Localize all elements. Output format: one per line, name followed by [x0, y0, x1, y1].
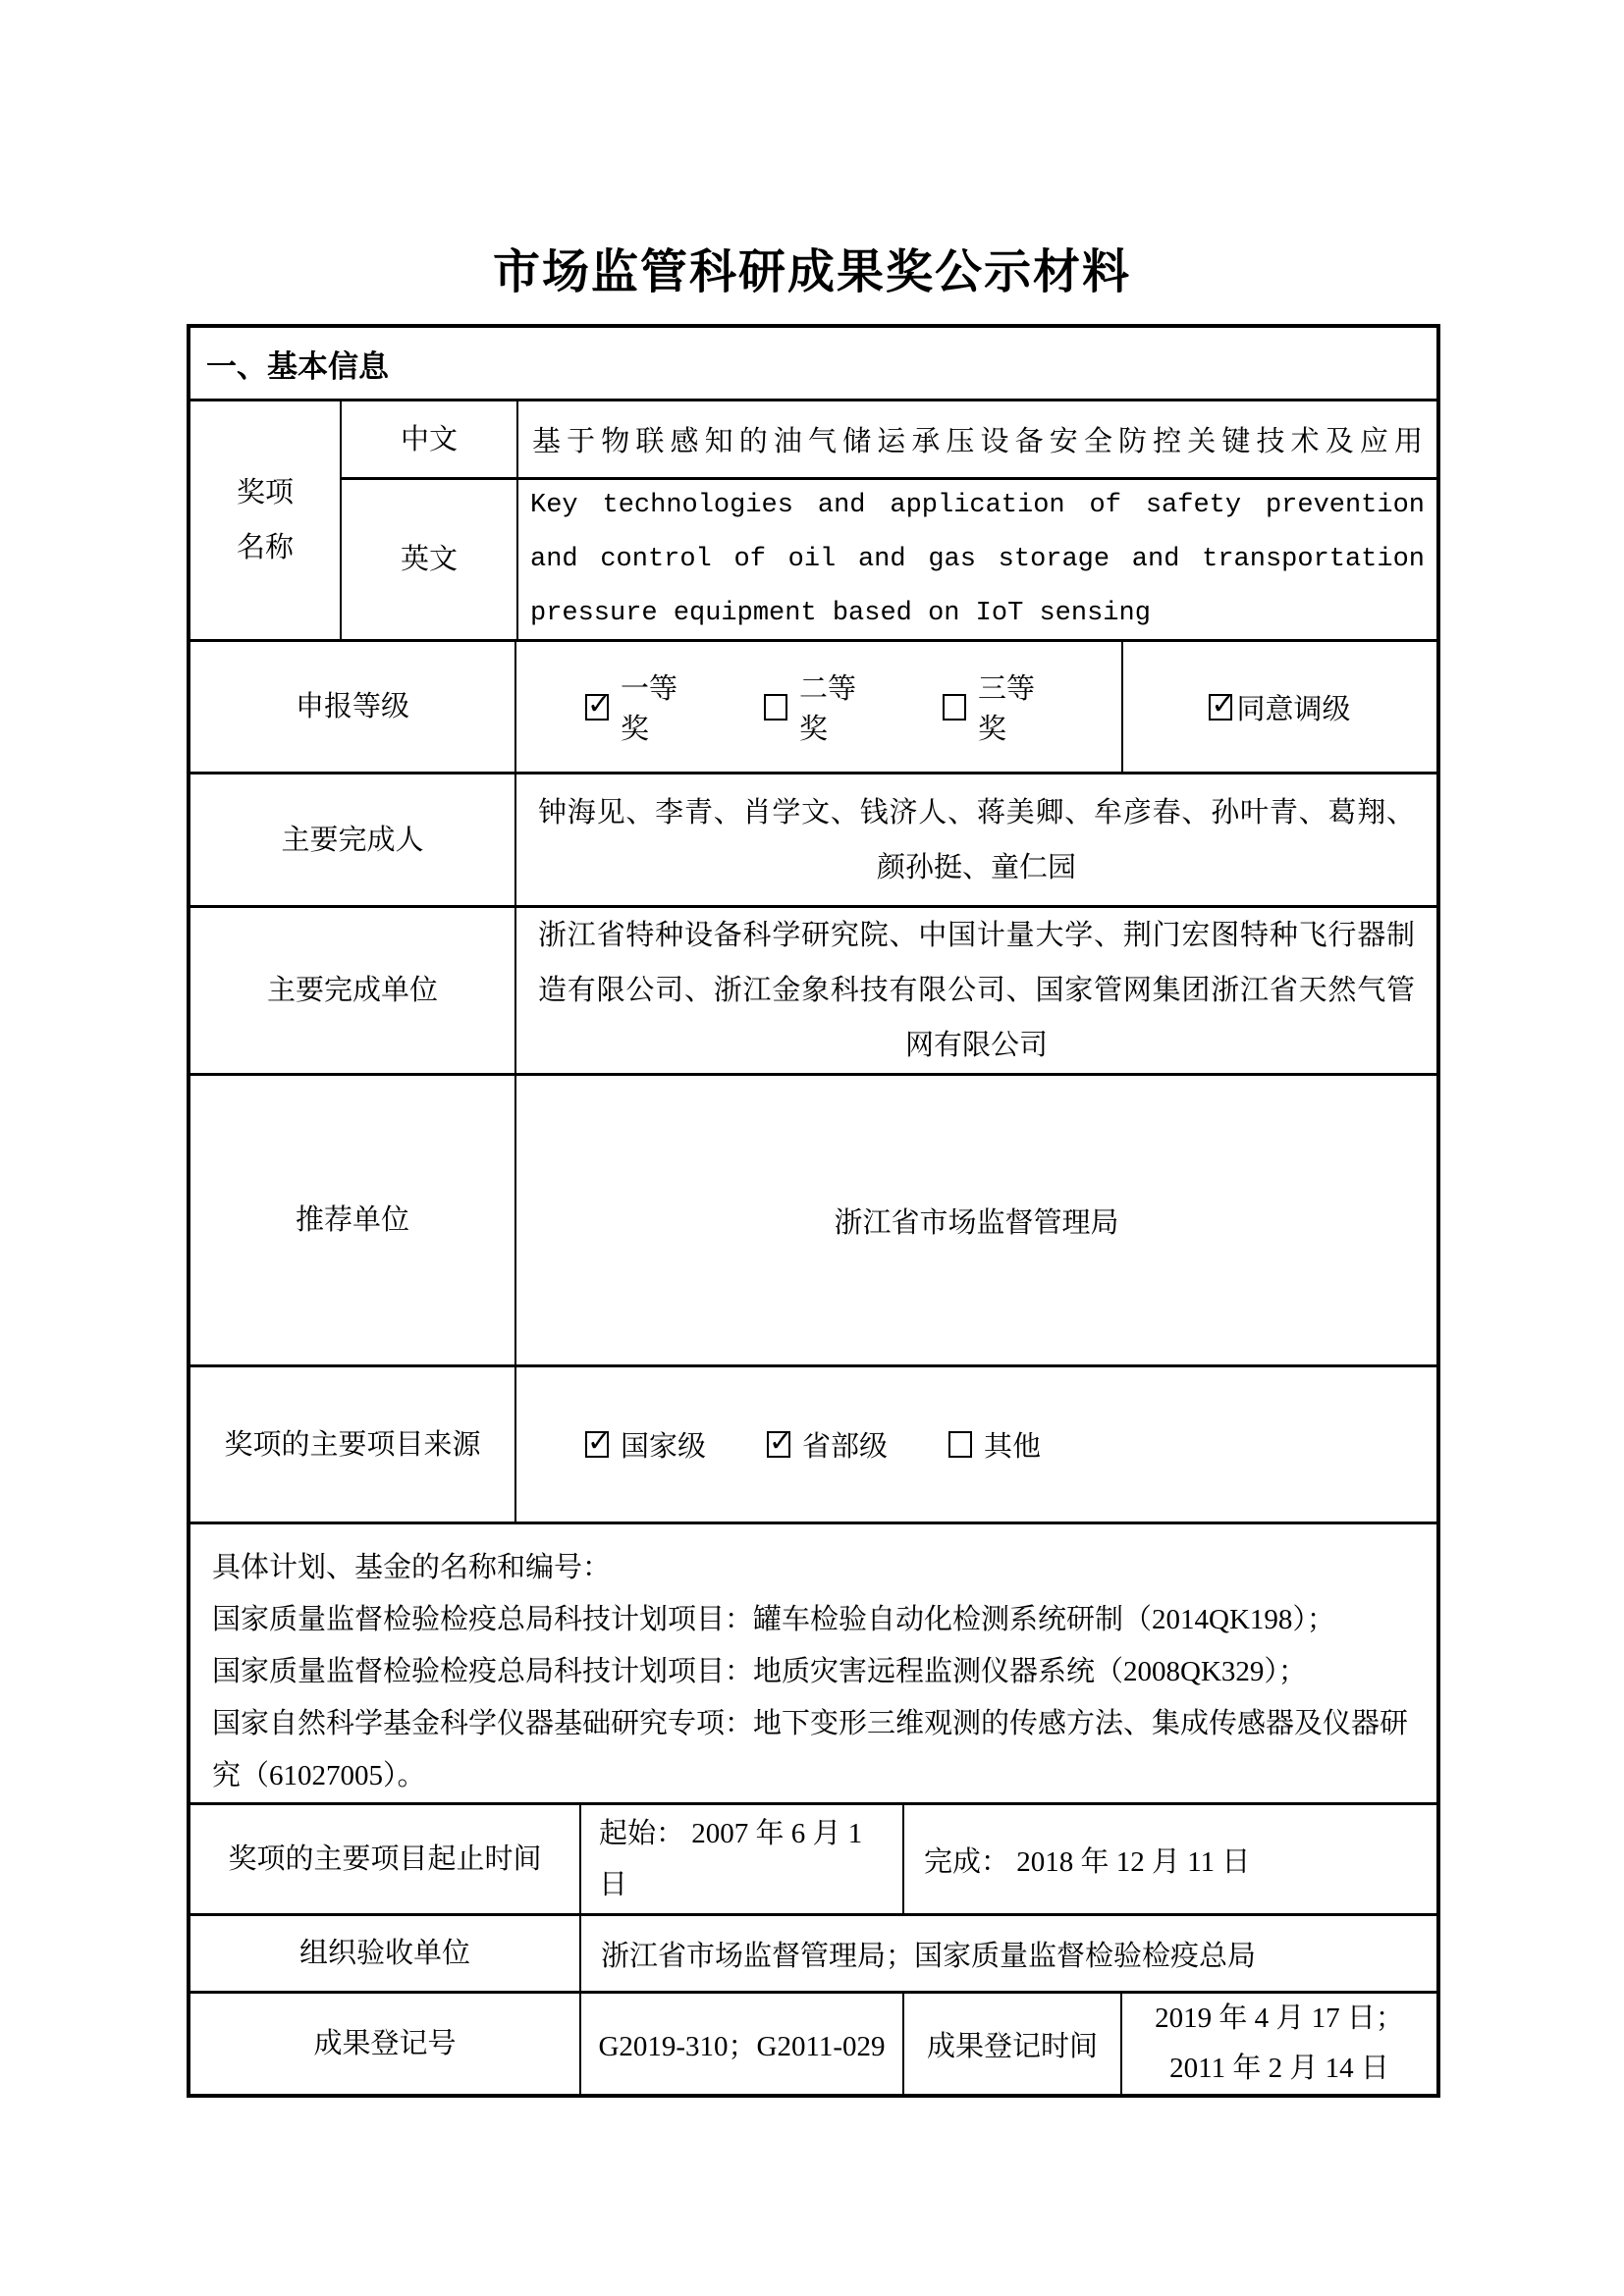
recommender-value-cell: [514, 1076, 1436, 1364]
registration-label: 成果登记号: [313, 2028, 457, 2059]
en-label-cell: [342, 480, 516, 639]
basic-info-table: [187, 324, 1440, 2098]
completers-value: 钟海见、李青、肖学文、钱济人、蒋美卿、牟彦春、孙叶青、葛翔、颜孙挺、童仁园: [538, 796, 1415, 883]
grade-label: 申报等级: [295, 691, 409, 722]
checkbox-second-prize: [764, 694, 787, 721]
source-option-provincial-label: 省部级: [802, 1431, 889, 1463]
plans-line: 国家质量监督检验检疫总局科技计划项目：地质灾害远程监测仪器系统（2008QK329）；: [212, 1656, 1307, 1687]
duration-label-cell: [190, 1805, 579, 1913]
checkbox-first-prize-checked: [585, 686, 612, 721]
en-label: 英文: [400, 544, 458, 575]
plans-heading: 具体计划、基金的名称和编号：: [212, 1552, 612, 1583]
duration-start-cell: [579, 1805, 902, 1913]
award-name-label: 奖项名称: [236, 477, 294, 563]
award-name-en: Key technologies and application of safety prevention and control of oil and gas storage and transportation pressure equipment based on IoT sensing: [530, 490, 1425, 628]
recommender-value: 浙江省市场监督管理局: [834, 1206, 1119, 1239]
duration-end: 完成： 2018 年 12 月 11 日: [924, 1845, 1251, 1878]
check-mark-icon: ✓: [587, 686, 612, 721]
grade-option-second-label: 二等奖: [799, 673, 857, 745]
grade-row: [190, 639, 1436, 772]
recommender-row: [190, 1073, 1436, 1364]
grade-option-first-label: 一等奖: [621, 673, 678, 745]
registration-value-cell: [579, 1994, 902, 2094]
registration-time-label-cell: [902, 1994, 1120, 2094]
units-label-cell: [190, 908, 514, 1073]
plans-row: [190, 1522, 1436, 1802]
duration-end-cell: [902, 1805, 1436, 1913]
units-row: [190, 905, 1436, 1073]
en-value-cell: [516, 480, 1436, 639]
completers-row: [190, 772, 1436, 905]
registration-label-cell: [190, 1994, 579, 2094]
grade-option-first: [585, 667, 693, 747]
source-options-cell: [514, 1367, 1436, 1522]
plans-cell: [190, 1524, 1436, 1802]
check-mark-icon: ✓: [1211, 686, 1235, 721]
recommender-label-cell: [190, 1076, 514, 1364]
zh-label-cell: [342, 401, 516, 477]
units-value: 浙江省特种设备科学研究院、中国计量大学、荆门宏图特种飞行器制造有限公司、浙江金象科技有限公司、国家管网集团浙江省天然气管网有限公司: [538, 920, 1415, 1061]
source-option-other: [948, 1424, 1041, 1465]
registration-row: [190, 1991, 1436, 2094]
grade-adjust-label: 同意调级: [1236, 693, 1351, 725]
registration-value: G2019-310；G2011-029: [598, 2030, 886, 2062]
units-value-cell: [514, 908, 1436, 1073]
source-option-provincial: [767, 1424, 888, 1465]
award-name-zh: 基于物联感知的油气储运承压设备安全防控关键技术及应用: [532, 426, 1423, 457]
check-mark-icon: ✓: [769, 1424, 793, 1458]
source-label-cell: [190, 1367, 514, 1522]
duration-row: [190, 1802, 1436, 1913]
award-name-zh-row: [342, 401, 1436, 477]
duration-start: 起始： 2007 年 6 月 1 日: [599, 1818, 863, 1900]
checkbox-agree-adjust-checked: [1209, 686, 1235, 721]
registration-time-cell: [1120, 1994, 1436, 2094]
checkbox-national-checked: [585, 1424, 612, 1458]
duration-label: 奖项的主要项目起止时间: [228, 1843, 542, 1875]
grade-options-cell: [514, 642, 1121, 772]
completers-label-cell: [190, 774, 514, 905]
award-name-en-row: [342, 477, 1436, 639]
recommender-label: 推荐单位: [295, 1204, 409, 1236]
grade-adjust-cell: [1121, 642, 1436, 772]
grade-option-third: [943, 667, 1051, 747]
acceptance-value-cell: [579, 1916, 1436, 1991]
acceptance-row: [190, 1913, 1436, 1991]
units-label: 主要完成单位: [266, 975, 438, 1006]
checkbox-third-prize: [943, 694, 966, 721]
section-header: 一、基本信息: [206, 348, 389, 384]
grade-option-third-label: 三等奖: [978, 673, 1036, 745]
plans-line: 国家自然科学基金科学仪器基础研究专项：地下变形三维观测的传感方法、集成传感器及仪器研究（61027005）。: [212, 1708, 1409, 1791]
checkbox-provincial-checked: [767, 1424, 793, 1458]
award-name-row: [190, 399, 1436, 639]
checkbox-other: [948, 1431, 972, 1458]
zh-label: 中文: [400, 423, 458, 455]
grade-label-cell: [190, 642, 514, 772]
registration-time-line: 2011 年 2 月 14 日: [1169, 2053, 1389, 2084]
registration-time-label: 成果登记时间: [926, 2030, 1098, 2062]
section-header-row: [190, 328, 1436, 399]
source-option-national: [585, 1424, 706, 1465]
acceptance-label: 组织验收单位: [298, 1938, 470, 1969]
acceptance-label-cell: [190, 1916, 579, 1991]
acceptance-value: 浙江省市场监督管理局；国家质量监督检验检疫总局: [601, 1940, 1257, 1972]
award-name-label-cell: [190, 401, 340, 639]
source-row: [190, 1364, 1436, 1522]
registration-time-values: [1122, 1994, 1436, 2094]
award-name-subrows: [340, 401, 1436, 639]
source-option-other-label: 其他: [984, 1431, 1042, 1463]
source-option-national-label: 国家级: [621, 1431, 707, 1463]
check-mark-icon: ✓: [587, 1424, 612, 1458]
grade-option-second: [764, 667, 872, 747]
plans-line: 国家质量监督检验检疫总局科技计划项目：罐车检验自动化检测系统研制（2014QK198）；: [212, 1604, 1335, 1635]
zh-value-cell: [516, 401, 1436, 477]
document-title: 市场监管科研成果奖公示材料: [492, 246, 1131, 298]
completers-value-cell: [514, 774, 1436, 905]
completers-label: 主要完成人: [281, 824, 424, 856]
registration-time-line: 2019 年 4 月 17 日；: [1155, 2002, 1404, 2034]
source-label: 奖项的主要项目来源: [224, 1428, 481, 1461]
